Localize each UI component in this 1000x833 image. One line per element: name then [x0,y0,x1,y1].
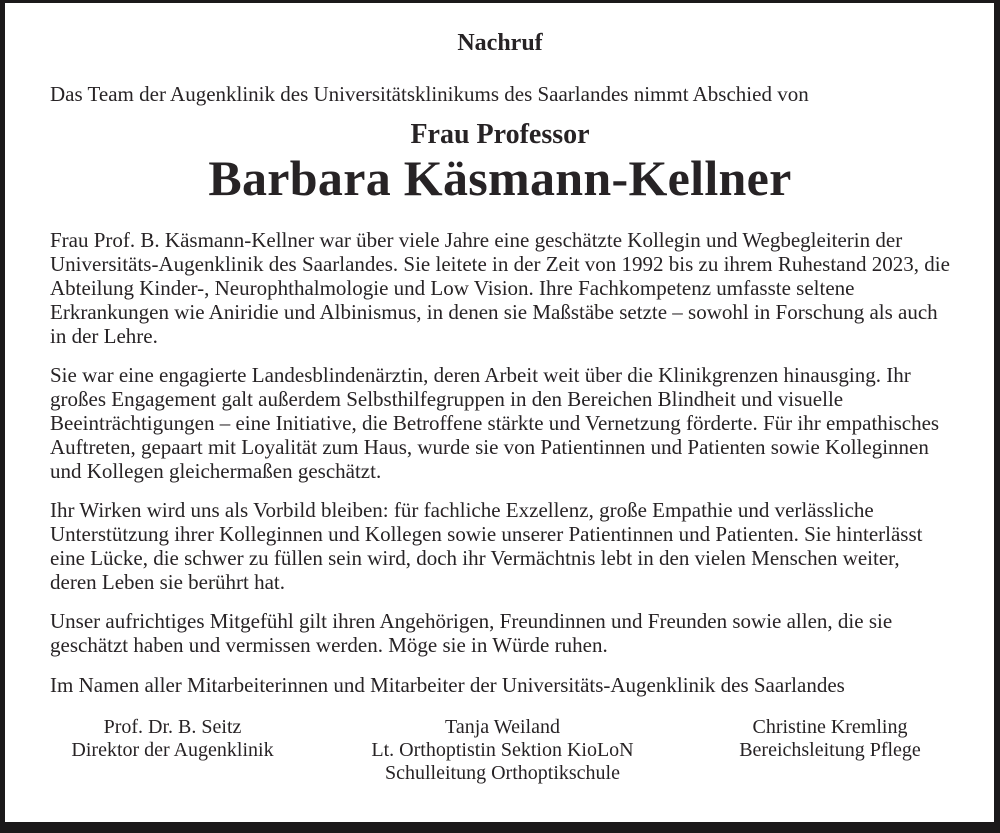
obituary-paragraph-4: Unser aufrichtiges Mitgefühl gilt ihren Angehörigen, Freundinnen und Freunden sowie allen, die sie geschätzt haben und vermissen werden. Möge sie in Würde ruhen. [50,609,893,657]
deceased-name: Barbara Käsmann-Kellner [208,150,792,206]
honorific-title: Frau Professor [410,119,590,150]
notice-type-heading: Nachruf [457,30,543,56]
signatory-name: Prof. Dr. B. Seitz [103,716,242,738]
signatory-name: Christine Kremling [752,716,908,738]
signature-row [50,716,950,785]
signature-block-orthoptics [343,716,663,785]
signatory-role: Bereichsleitung Pflege [739,739,921,761]
signatory-name: Tanja Weiland [445,716,560,738]
signatory-role: Lt. Orthoptistin Sektion KioLoN [371,739,634,761]
closing-line: Im Namen aller Mitarbeiterinnen und Mitarbeiter der Universitäts-Augenklinik des Saarlandes [50,673,845,697]
obituary-paragraph-3: Ihr Wirken wird uns als Vorbild bleiben: für fachliche Exzellenz, große Empathie und verlässliche Unterstützung ihrer Kolleginnen und Kollegen sowie unserer Patientinnen und Patienten. Sie hinterlässt eine Lücke, die schwer zu füllen sein wird, doch ihr Vermächtnis lebt in den vielen Menschen weiter, deren Leben sie berührt hat. [50,498,923,594]
signatory-role: Direktor der Augenklinik [71,739,274,761]
obituary-paragraph-2: Sie war eine engagierte Landesblindenärztin, deren Arbeit weit über die Klinikgrenzen hinausging. Ihr großes Engagement galt außerdem Selbsthilfegruppen in den Bereichen Blindheit und visuelle Beeinträchtigungen – eine Initiative, die Betroffene stärkte und Vernetzung förderte. Für ihr empathisches Auftreten, gepaart mit Loyalität zum Haus, wurde sie von Patientinnen und Patienten sowie Kolleginnen und Kollegen gleichermaßen geschätzt. [50,363,940,483]
signatory-role: Schulleitung Orthoptikschule [385,762,620,784]
signature-block-nursing [710,716,950,785]
intro-line: Das Team der Augenklinik des Universitätsklinikums des Saarlandes nimmt Abschied von [50,82,809,106]
signature-block-director [50,716,295,785]
obituary-paragraph-1: Frau Prof. B. Käsmann-Kellner war über viele Jahre eine geschätzte Kollegin und Wegbegleiterin der Universitäts-Augenklinik des Saarlandes. Sie leitete in der Zeit von 1992 bis zu ihrem Ruhestand 2023, die Abteilung Kinder-, Neurophthalmologie und Low Vision. Ihre Fachkompetenz umfasste seltene Erkrankungen wie Aniridie und Albinismus, in denen sie Maßstäbe setzte – sowohl in Forschung als auch in der Lehre. [50,228,950,348]
